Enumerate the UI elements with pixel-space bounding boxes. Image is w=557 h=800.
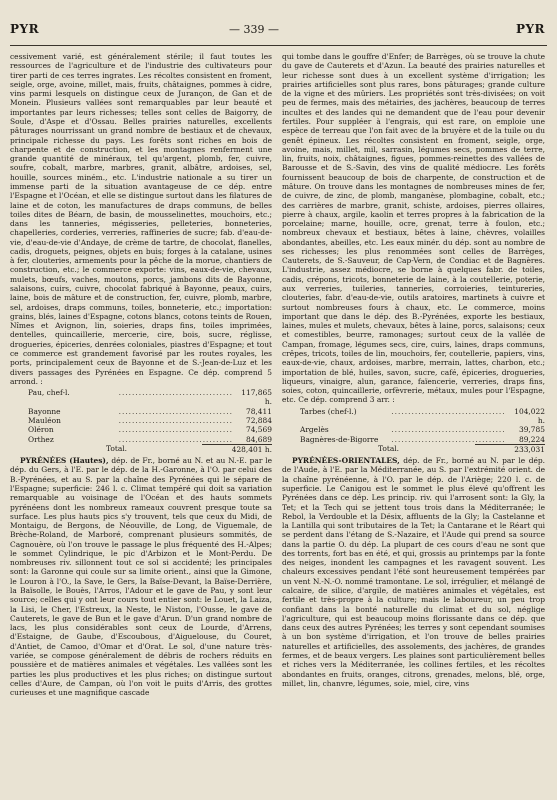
- left-column: [10, 52, 272, 792]
- stat-name: Tarbes (chef-l.): [300, 406, 357, 416]
- entry-heading: PYRÉNÉES-ORIENTALES,: [292, 456, 400, 466]
- stat-name: Bagnères-de-Bigorre: [300, 434, 379, 444]
- header-rule: [10, 45, 547, 46]
- stat-value: 104,022 h.: [514, 406, 545, 425]
- arrondissement-table: [282, 407, 545, 454]
- dot-leader: ..................................: [391, 406, 506, 416]
- stat-value: 74,569: [245, 425, 272, 435]
- stat-row: [282, 407, 545, 426]
- stat-value: 78,411: [245, 406, 272, 416]
- stat-row: [10, 388, 272, 407]
- stat-name: Oléron: [28, 425, 54, 435]
- dot-leader: ..................................: [118, 434, 233, 444]
- total-label: Total.: [378, 443, 400, 453]
- stat-row: [10, 416, 272, 425]
- stat-name: Orthez: [28, 434, 54, 444]
- total-value: 428,401 h.: [202, 444, 272, 454]
- dot-leader: ..................................: [118, 425, 233, 435]
- stat-row: [10, 407, 272, 416]
- arrondissement-table: [10, 388, 272, 454]
- stat-name: Argelès: [300, 425, 329, 435]
- stat-name: Mauléon: [28, 415, 61, 425]
- stat-name: Pau, chef-l.: [28, 388, 70, 398]
- stat-row: [10, 435, 272, 444]
- total-row: [282, 444, 545, 454]
- paragraph-pyrenees-orientales: [282, 456, 545, 688]
- running-header: [0, 0, 557, 46]
- stat-value: 72,884: [245, 415, 272, 425]
- entry-body: dép. de Fr., borné au N. et au N.-E. par le dép. du Gers, à l'E. par le dép. de la H.-Garonne, à l'O. par celui des B.-Pyrénées, et au S. par la chaîne des Pyrénées qui le sépare de l'Espagne; superficie: 246 l. c. Climat tempéré qui doit sa variation remarquable au voisinage de l'Océan et des hauts sommets pyrénéens dont les nombreux rameaux couvrent presque toute sa surface. Les plus hauts pics s'y trouvent, tels que ceux du Midi, de Montaigu, de Bergons, de Néouville, de Long, de Viguemale, de Brèche-Roland, de Marboré, comprenant plusieurs sommités, de Cagnouère, où l'on trouve le passage le plus fréquenté des H.-Alpes; le sommet Cylindrique, le pic d'Arbizon et le Mont-Perdu. De nombreuses riv. sillonnent tout ce sol si accidenté; les principales sont: la Garonne qui coule sur sa limite orient., ainsi que la Gimone, le Louron à l'O., la Save, le Gers, la Baïse-Devant, la Baïse-Derrière, la Baïsolle, le Bouès, l'Arros, l'Adour et le gave de Pau, y sont leur source; celles qui y ont leur cours tout entier sont: le Louet, la Laiza, la Lisi, le Cher, l'Estreux, la Neste, le Niston, l'Ousse, le gave de Cauterets, le gave de Bun et le gave d'Arun. D'un grand nombre de lacs, les plus considérables sont ceux de Lourde, d'Arrens, d'Estaigne, de Gaube, d'Escoubous, d'Aiguelouse, du Couret, d'Antiet, de Camoo, d'Omar et d'Orat. Le sol, d'une nature très-variée, se compose généralement de débris de rochers réduits en poussière et de matières animales et végétales. Les vallées sont les parties les plus productives et les plus riches; on distingue surtout celles d'Aure, de Campan, où l'on voit le puits d'Arris, des grottes curieuses et une magnifique cascade: [10, 456, 272, 698]
- stat-value: 84,689: [245, 434, 272, 444]
- paragraph-hautes-pyrenees-cont: qui tombe dans le gouffre d'Enfer; de Barrèges, où se trouve la chute du gave de Cauterets et d'Azun. La beauté des prairies naturelles et leur richesse sont dues à un excellent système d'irrigation; les prairies artificielles sont plus rares, bons pâturages; grande culture de la vigne et des mûriers. Les propriétés sont très-divisées; on voit peu de fermes, mais des métairies, des jachères, beaucoup de terres incultes et des landes qui ne demandent que de l'eau pour devenir fertiles. Pour suppléer à l'engrais, qui est rare, on emploie une espèce de terreau que l'on fait avec de la bruyère et de la tuile ou du genêt épineux. Les récoltes consistent en froment, seigle, orge, avoine, mais, millet, mil, sarrasin, légumes secs, pommes de terre, lin, fruits, noix, châtaignes, figues, pommes-reinettes des vallées de Barousse et de S.-Savin, des vins de qualité médiocre. Les forêts fournissent beaucoup de bois de charpente, de construction et de mâture. On trouve dans les montagnes de nombreuses mines de fer, de cuivre, de zinc, de plomb, manganèse, plombagine, cobalt, etc.; des carrières de marbre, granit, schiste, ardoises, pierres ollaires, pierre à chaux, argile, kaolin et terres propres à la fabrication de la porcelaine; marne, houille, ocre, grenat, terre à foulon, etc.; nombreux chevaux et bestiaux, bêtes à laine, chèvres, volailles abondantes, abeilles, etc. Les eaux minér. du dép. sont au nombre de ses richesses; les plus renommées sont celles de Barrèges, Cauterets, de S.-Sauveur, de Cap-Vern, de Condiac et de Bagnères. L'industrie, assez médiocre, se borne à quelques fabr. de toiles, cadis, crépons, tricots, bonneterie de laine, à la coutellerie, poterie, aux verreries, tuileries, tanneries, corroieries, teintureries, clouteries, fabr. d'eau-de-vie, outils aratoires, martinets à cuivre et surtout nombreuses fours à chaux, etc. Le commerce, moins important que dans le dép. des B.-Pyrénées, exporte les bestiaux, laines, mules et mulets, chevaux, bêtes à laine, porcs, salaisons; ceux et comestibles, beurre, ramonages; surtout ceux de la vallée de Campan, fromage, légumes secs, cire, cuirs, laines, draps communs, crêpes, tricots, toiles de lin, mouchoirs, fer, coutellerie, papiers, vins, eaux-de-vie, chaux, ardoises, marbre, merrain, lattes, charbon, etc.; importation de blé, huiles, savon, sucre, café, épiceries, drogueries, liqueurs, vinaigre, alun, garance, faïencerie, verreries, draps fins, soies, coton, quincaillerie, orfèvrerie, métaux, mules pour l'Espagne, etc. Ce dép. comprend 3 arr. :: [282, 52, 545, 405]
- stat-row: [10, 425, 272, 434]
- stat-row: [282, 435, 545, 444]
- dot-leader: ..................................: [118, 415, 233, 425]
- total-value: 233,031: [475, 444, 545, 454]
- total-row: [10, 444, 272, 454]
- page-number: — 339 —: [229, 23, 279, 36]
- paragraph-basses-pyrenees-end: cessivement varié, est généralement stérile; il faut toutes les ressources de l'agriculture et de l'industrie des cultivateurs pour tirer parti de ces terres ingrates. Les récoltes consistent en froment, seigle, orge, avoine, millet, mais, fruits, châtaignes, pommes à cidre, vins parmi lesquels on distingue ceux de Jurançon, de Gan et de Monein. Plusieurs vallées sont remarquables par leur beauté et importantes par leurs richesses; telles sont celles de Baigorry, de Soule, d'Aspe et d'Ossau. Belles prairies naturelles, excellents pâturages nourrissant un grand nombre de bestiaux et de chevaux, principale richesse du pays. Les forêts sont riches en bois de charpente et de construction, et les montagnes renferment une grande quantité de minéraux, tel qu'argent, plomb, fer, cuivre, soufre, cobalt, marbre, marbres, granit, albâtre, ardoises, sel, houille, sources miném., etc. L'industrie nationale a su tirer un immense parti de la situation avantageuse de ce dép. entre l'Espagne et l'Océan, et elle se distingue surtout dans les filatures de laine et de coton, les manufactures de draps communs, de belles toiles dites de Béarn, de basin, de mousselinettes, mouchoirs, etc.; dans les tanneries, mégisseries, pelleteries, bonneteries, chapelleries, corderies, verreries, raffineries de sucre; fab. d'eau-de-vie, d'eau-de-vie d'Andaye, de crème de tartre, de chocolat, flanelles, cadis, droguets, peignes, objets en buis; forges à la catalane, usines à fer, clouteries, armements pour la pêche de la morue, chantiers de construction, etc.; le commerce exporte: vins, eaux-de-vie, chevaux, mulets, bœufs, vaches, moutons, porcs, jambons dits de Bayonne, salaisons, cuirs, cuivre, chocolat fabriqué à Bayonne, peaux, cuirs, laine, bois de mâture et de construction, fer, cuivre, plomb, marbre, sel, ardoises, draps communs, toiles, bonneterie, etc.; importation: grains, blés, laines d'Espagne, cotons blancs, cotons teints de Rouen, Nîmes et Avignon, lin, soieries, draps fins, toiles imprimées, dentelles, quincaillerie, mercerie, cire, bois, sucre, réglisse, drogueries, épiceries, denrées coloniales, piastres d'Espagne; et tout ce commerce est grandement favorisé par les routes royales, les ports, principalement ceux de Bayonne et de S.-Jean-de-Luz et les divers passages des Pyrénées en Espagne. Ce dép. comprend 5 arrond. :: [10, 52, 272, 386]
- stat-name: Bayonne: [28, 406, 61, 416]
- dot-leader: ..................................: [391, 434, 506, 444]
- entry-body: dép. de Fr., borné au N. par le dép. de l'Aude, à l'E. par la Méditerranée, au S. par l'extrémité orient. de la chaîne pyrénéenne, à l'O. par le dép. de l'Ariège; 220 l. c. de superficie. Le Canigou est le sommet le plus élevé qu'offrent les Pyrénées dans ce dép. Les princip. riv. qui l'arrosent sont: la Gly, la Tet; et la Tech qui se jettent tous trois dans la Méditerranée; le Rebol, la Verdouble et la Désix, affluents de la Gly; la Castelanne et la Lantilla qui sont tributaires de la Tet; la Cantarane et le Réart qui se perdent dans l'étang de S.-Nazaire, et l'Aude qui prend sa source dans la partie O. du dép. La plupart de ces cours d'eau ne sont que des torrents, fort bas en été, et qui, grossis au printemps par la fonte des neiges, inondent les campagnes et les ravagent souvent. Les chaleurs excessives pendant l'été sont heureusement tempérées par un vent N.-N.-O. nommé tramontane. Le sol, irrégulier, et mélangé de calcaire, de silice, d'argile, de matières animales et végétales, est fertile et très-propre à la culture; mais le laboureur, un peu trop confiant dans la bonté naturelle du climat et du sol, néglige l'agriculture, qui est beaucoup moins florissante dans ce dép. que dans ceux des autres Pyrénées; les terres y sont cependant soumises à un bon système d'irrigation, et l'on trouve de belles prairies naturelles et artificielles, des assolements, des jachères, de grandes fermes, et de beaux vergers. Les plaines sont particulièrement belles et riches vers la Méditerranée, les collines fertiles, et les récoltes abondantes en fruits, oranges, citrons, grenades, melons, blé, orge, millet, lin, chanvre, légumes, soie, miel, cire, vins: [282, 456, 545, 688]
- header-left-word: PYR: [10, 22, 40, 36]
- dot-leader: ..................................: [118, 406, 233, 416]
- stat-row: [282, 425, 545, 434]
- stat-value: 89,224: [518, 434, 545, 444]
- header-right-word: PYR: [515, 22, 545, 36]
- right-column: [282, 52, 545, 792]
- dot-leader: ..................................: [391, 425, 506, 435]
- dot-leader: ..................................: [118, 388, 233, 398]
- stat-value: 117,865 h.: [241, 388, 272, 407]
- entry-heading: PYRÉNÉES (Hautes),: [20, 456, 109, 466]
- stat-value: 39,785: [518, 425, 545, 435]
- total-label: Total.: [106, 443, 128, 453]
- paragraph-hautes-pyrenees: [10, 456, 272, 697]
